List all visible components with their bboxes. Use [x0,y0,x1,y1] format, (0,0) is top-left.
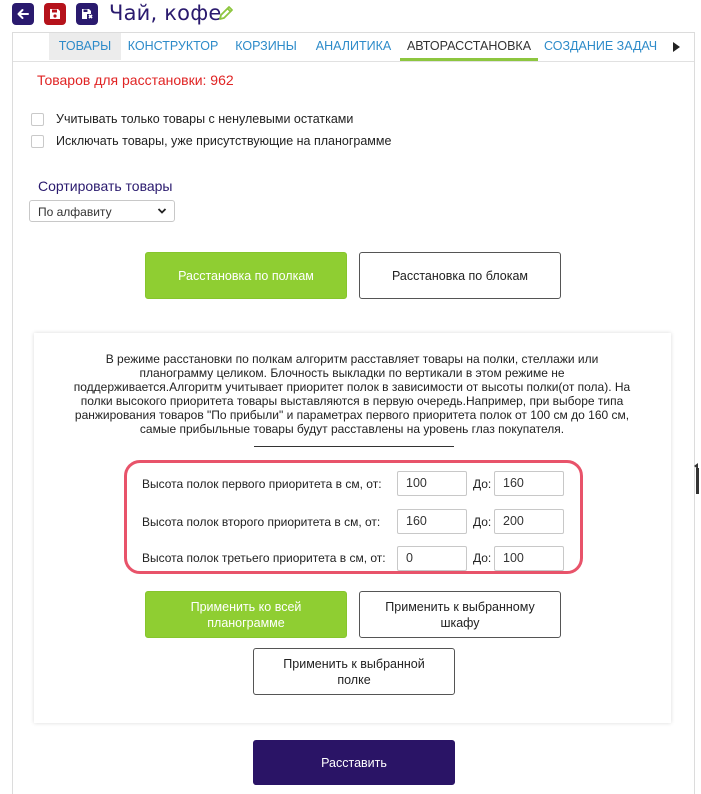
mode-shelves-button[interactable]: Расстановка по полкам [145,252,347,299]
exclude-placed-option[interactable] [31,134,391,148]
priority-2-to-input[interactable]: 200 [494,509,564,534]
settings-card [34,333,671,723]
divider [254,446,454,447]
sort-select-value: По алфавиту [38,205,112,219]
sort-label: Сортировать товары [38,178,173,194]
tab-products[interactable]: ТОВАРЫ [49,33,121,60]
priority-3-label: Высота полок третьего приоритета в см, от: [142,551,386,565]
scroll-handle[interactable] [696,468,699,494]
tab-create-tasks[interactable]: СОЗДАНИЕ ЗАДАЧ [544,39,658,53]
floppy-disk-icon [48,7,62,21]
priority-1-label: Высота полок первого приоритета в см, от: [142,477,382,491]
save-button[interactable] [44,3,66,25]
back-button[interactable] [12,3,34,25]
priority-2-to-label: До: [473,515,492,529]
save-as-icon [80,7,94,21]
priority-1-to-input[interactable]: 160 [494,471,564,496]
apply-shelf-button[interactable]: Применить к выбранной полке [253,648,455,695]
priority-3-from-input[interactable]: 0 [397,546,467,571]
items-count: Товаров для расстановки: 962 [37,72,234,88]
pencil-icon[interactable] [217,4,235,22]
priority-1-to-label: До: [473,477,492,491]
nonzero-stock-option[interactable] [31,112,353,126]
tab-constructor[interactable]: КОНСТРУКТОР [127,39,219,53]
sort-select[interactable] [29,200,175,222]
chevron-down-icon [157,205,167,217]
arrow-left-icon [16,7,30,21]
tab-baskets[interactable]: КОРЗИНЫ [235,39,297,53]
nonzero-stock-label: Учитывать только товары с ненулевыми остатками [56,112,354,126]
priority-2-label: Высота полок второго приоритета в см, от: [142,515,381,529]
tab-autoplacement[interactable]: АВТОРАССТАНОВКА [400,33,538,61]
priority-1-from-input[interactable]: 100 [397,471,467,496]
apply-cabinet-button[interactable]: Применить к выбранному шкафу [359,591,561,638]
exclude-placed-label: Исключать товары, уже присутствующие на планограмме [56,134,392,148]
priority-2-from-input[interactable]: 160 [397,509,467,534]
main-panel [12,32,695,794]
nonzero-stock-checkbox[interactable] [31,113,44,126]
priority-3-to-input[interactable]: 100 [494,546,564,571]
place-button[interactable]: Расставить [253,740,455,785]
tab-analytics[interactable]: АНАЛИТИКА [315,39,392,53]
tab-scroll-right-icon[interactable] [673,42,680,52]
priority-3-to-label: До: [473,551,492,565]
mode-description: В режиме расстановки по полкам алгоритм расставляет товары на полки, стеллажи или планограмму целиком. Блочность выкладки по вертикали в этом режиме не поддерживается.Алгоритм учитывает приоритет полок в зависимости от высоты полки(от пола). На полки высокого приоритета товары выставляются в первую очередь.Например, при выборе типа ранжирования товаров "По прибыли" и параметрах первого приоритета полок от 100 см до 160 см, самые прибыльные товары будут расставлены на уровень глаз покупателя. [73,352,631,436]
page-title: Чай, кофе [109,1,222,25]
apply-all-button[interactable]: Применить ко всей планограмме [145,591,347,638]
exclude-placed-checkbox[interactable] [31,135,44,148]
mode-blocks-button[interactable]: Расстановка по блокам [359,252,561,299]
top-bar [0,0,701,30]
save-as-button[interactable] [76,3,98,25]
tab-bar [13,33,694,62]
